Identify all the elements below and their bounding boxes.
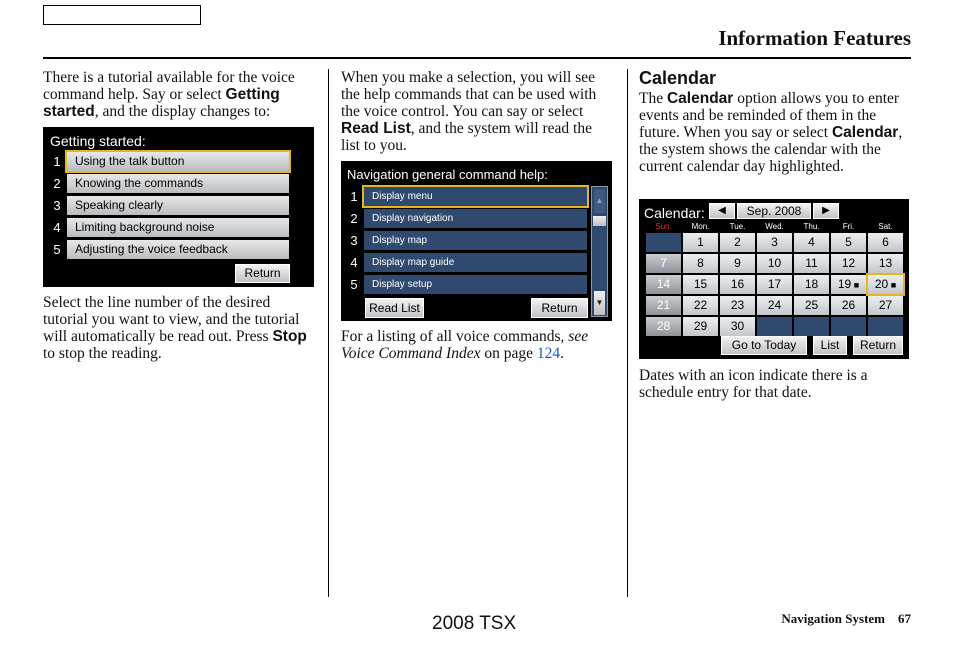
day-number: 22 [693,298,708,312]
day-number: 25 [804,298,819,312]
weekday-label: Tue. [729,222,746,231]
voice-command-index-ref: see Voice Command Index [341,328,589,362]
menu-item-number: 4 [53,220,61,235]
header-tab-box [43,5,201,25]
col2-p2-text: For a listing of all voice commands, [341,328,569,345]
calendar-empty-cell [794,317,829,336]
day-number: 27 [878,298,893,312]
tutorial-item[interactable]: Using the talk button [67,152,289,171]
day-number: 24 [767,298,782,312]
day-number: 14 [656,277,671,291]
calendar-day[interactable] [720,254,755,273]
col2-paragraph-1 [341,69,613,154]
col1-paragraph-2 [43,294,315,362]
calendar-day[interactable] [683,317,718,336]
day-number: 16 [730,277,745,291]
calendar-day[interactable] [646,275,681,294]
help-command-item[interactable]: Display map guide [364,253,587,272]
tutorial-item[interactable]: Knowing the commands [67,174,289,193]
day-number: 29 [693,319,708,333]
col1-p2-text: Select the line number of the desired tutorial you want to view, and the tutorial will automatically be read out. Press [43,294,300,345]
day-number: 6 [882,235,889,249]
menu-item-number: 3 [350,233,358,248]
help-command-item[interactable]: Display navigation [364,209,587,228]
calendar-day[interactable] [646,254,681,273]
schedule-entry-icon: ■ [851,280,860,290]
day-number: 10 [767,256,782,270]
page-link[interactable]: 124 [536,345,561,362]
calendar-day[interactable] [720,317,755,336]
calendar-day[interactable] [757,233,792,252]
schedule-entry-icon: ■ [888,280,897,290]
col3-text-tail: , the system shows the calendar with the current calendar day highlighted. [639,124,903,175]
help-command-item[interactable]: Display menu [364,187,587,206]
navigation-help-screen [341,161,612,321]
menu-item-number: 5 [53,242,61,257]
column-divider-1 [328,69,329,597]
day-number: 18 [804,277,819,291]
day-number: 2 [734,235,741,249]
calendar-empty-cell [646,233,681,252]
day-number: 21 [656,298,671,312]
menu-item-number: 2 [53,176,61,191]
col1-p2-tail: to stop the reading. [43,345,162,362]
menu-item-number: 5 [350,277,358,292]
weekday-label: Thu. [803,222,820,231]
calendar-day[interactable] [868,296,903,315]
weekday-label: Mon. [691,222,710,231]
col3-paragraph-1 [639,90,911,175]
return-button[interactable]: Return [853,336,903,355]
day-number: 7 [660,256,667,270]
day-number: 28 [656,319,671,333]
next-month-button[interactable] [813,203,839,219]
weekday-label: Fri. [842,222,855,231]
getting-started-term: Getting started [43,86,280,120]
scroll-down-icon[interactable]: ▼ [594,291,605,315]
go-to-today-button[interactable]: Go to Today [721,336,807,355]
day-number: 20 [874,277,889,291]
footer-page-info [781,611,911,627]
calendar-heading: Calendar [639,68,717,88]
col1-text-tail: , and the display changes to: [94,103,271,120]
getting-started-screen [43,127,314,287]
col2-paragraph-2 [341,328,613,362]
calendar-day[interactable] [757,275,792,294]
col2-text-tail: , and the system will read the list to you. [341,120,592,154]
calendar-day[interactable] [794,296,829,315]
read-list-term: Read List [341,120,411,137]
calendar-empty-cell [757,317,792,336]
help-command-item[interactable]: Display setup [364,275,587,294]
day-number: 30 [730,319,745,333]
calendar-day[interactable] [683,233,718,252]
help-command-item[interactable]: Display map [364,231,587,250]
day-number: 13 [878,256,893,270]
calendar-day[interactable] [831,254,866,273]
calendar-day[interactable] [757,254,792,273]
page-title: Information Features [718,26,911,50]
tutorial-item[interactable]: Speaking clearly [67,196,289,215]
calendar-day[interactable] [683,296,718,315]
page-number: 67 [898,611,911,626]
calendar-day[interactable] [683,275,718,294]
calendar-empty-cell [831,317,866,336]
day-number: 9 [734,256,741,270]
day-number: 5 [845,235,852,249]
menu-item-number: 1 [350,189,358,204]
col3-text: The [639,90,667,107]
calendar-day[interactable] [757,296,792,315]
menu-item-number: 4 [350,255,358,270]
calendar-day[interactable] [831,233,866,252]
calendar-day[interactable] [868,233,903,252]
scroll-thumb[interactable] [593,216,606,226]
return-button[interactable]: Return [235,264,290,283]
day-number: 11 [805,256,818,270]
calendar-day[interactable] [794,254,829,273]
calendar-term: Calendar [666,90,734,107]
col2-p2-mid: on page [480,345,537,362]
col1-paragraph-1 [43,69,315,120]
read-list-button[interactable]: Read List [365,298,424,318]
day-number: 8 [697,256,704,270]
calendar-day[interactable] [794,233,829,252]
day-number: 17 [767,277,782,291]
weekday-label: Wed. [765,222,784,231]
return-button[interactable]: Return [531,298,588,318]
scrollbar[interactable] [591,186,608,317]
screen-title: Calendar: [644,205,705,221]
month-display: Sep. 2008 [737,203,811,219]
triangle-left-icon: ◀ [718,205,726,216]
menu-item-number: 3 [53,198,61,213]
day-number: 1 [697,235,704,249]
col2-text: When you make a selection, you will see the help commands that can be used with the voice control. You can say or select [341,69,597,120]
calendar-empty-cell [868,317,903,336]
day-number: 15 [693,277,708,291]
day-number: 19 [837,277,852,291]
day-number: 3 [771,235,778,249]
tutorial-item[interactable]: Limiting background noise [67,218,289,237]
stop-term: Stop [272,328,307,345]
day-number: 12 [841,256,856,270]
menu-item-number: 2 [350,211,358,226]
day-number: 26 [841,298,856,312]
scroll-up-icon[interactable]: ▲ [594,189,605,213]
footer-model: 2008 TSX [432,613,517,634]
col3-paragraph-2: Dates with an icon indicate there is a schedule entry for that date. [639,367,868,401]
calendar-day[interactable] [794,275,829,294]
day-number: 23 [730,298,745,312]
menu-item-number: 1 [53,154,61,169]
prev-month-button[interactable] [709,203,735,219]
calendar-day[interactable] [868,254,903,273]
col1-text: There is a tutorial available for the voice command help. Say or select [43,69,295,103]
col2-p2-end: . [560,345,564,362]
footer-section: Navigation System [781,611,885,626]
column-divider-2 [627,69,628,597]
list-button[interactable]: List [813,336,847,355]
calendar-term-2: Calendar [831,124,899,141]
calendar-day[interactable] [646,296,681,315]
calendar-day[interactable] [720,275,755,294]
calendar-day[interactable] [868,275,903,294]
calendar-screen [639,199,909,359]
calendar-day[interactable] [720,296,755,315]
col3-text-mid: option allows you to enter events and be reminded of them in the future. When you say or select [639,90,900,141]
screen-title: Navigation general command help: [347,167,548,182]
calendar-day[interactable] [831,275,866,294]
weekday-label: Sun. [655,222,672,231]
header-divider [43,57,911,59]
weekday-label: Sat. [878,222,893,231]
calendar-day[interactable] [720,233,755,252]
calendar-day[interactable] [683,254,718,273]
tutorial-item[interactable]: Adjusting the voice feedback [67,240,289,259]
triangle-right-icon: ▶ [822,205,830,216]
calendar-day[interactable] [831,296,866,315]
calendar-day[interactable] [646,317,681,336]
day-number: 4 [808,235,815,249]
screen-title: Getting started: [50,133,146,149]
